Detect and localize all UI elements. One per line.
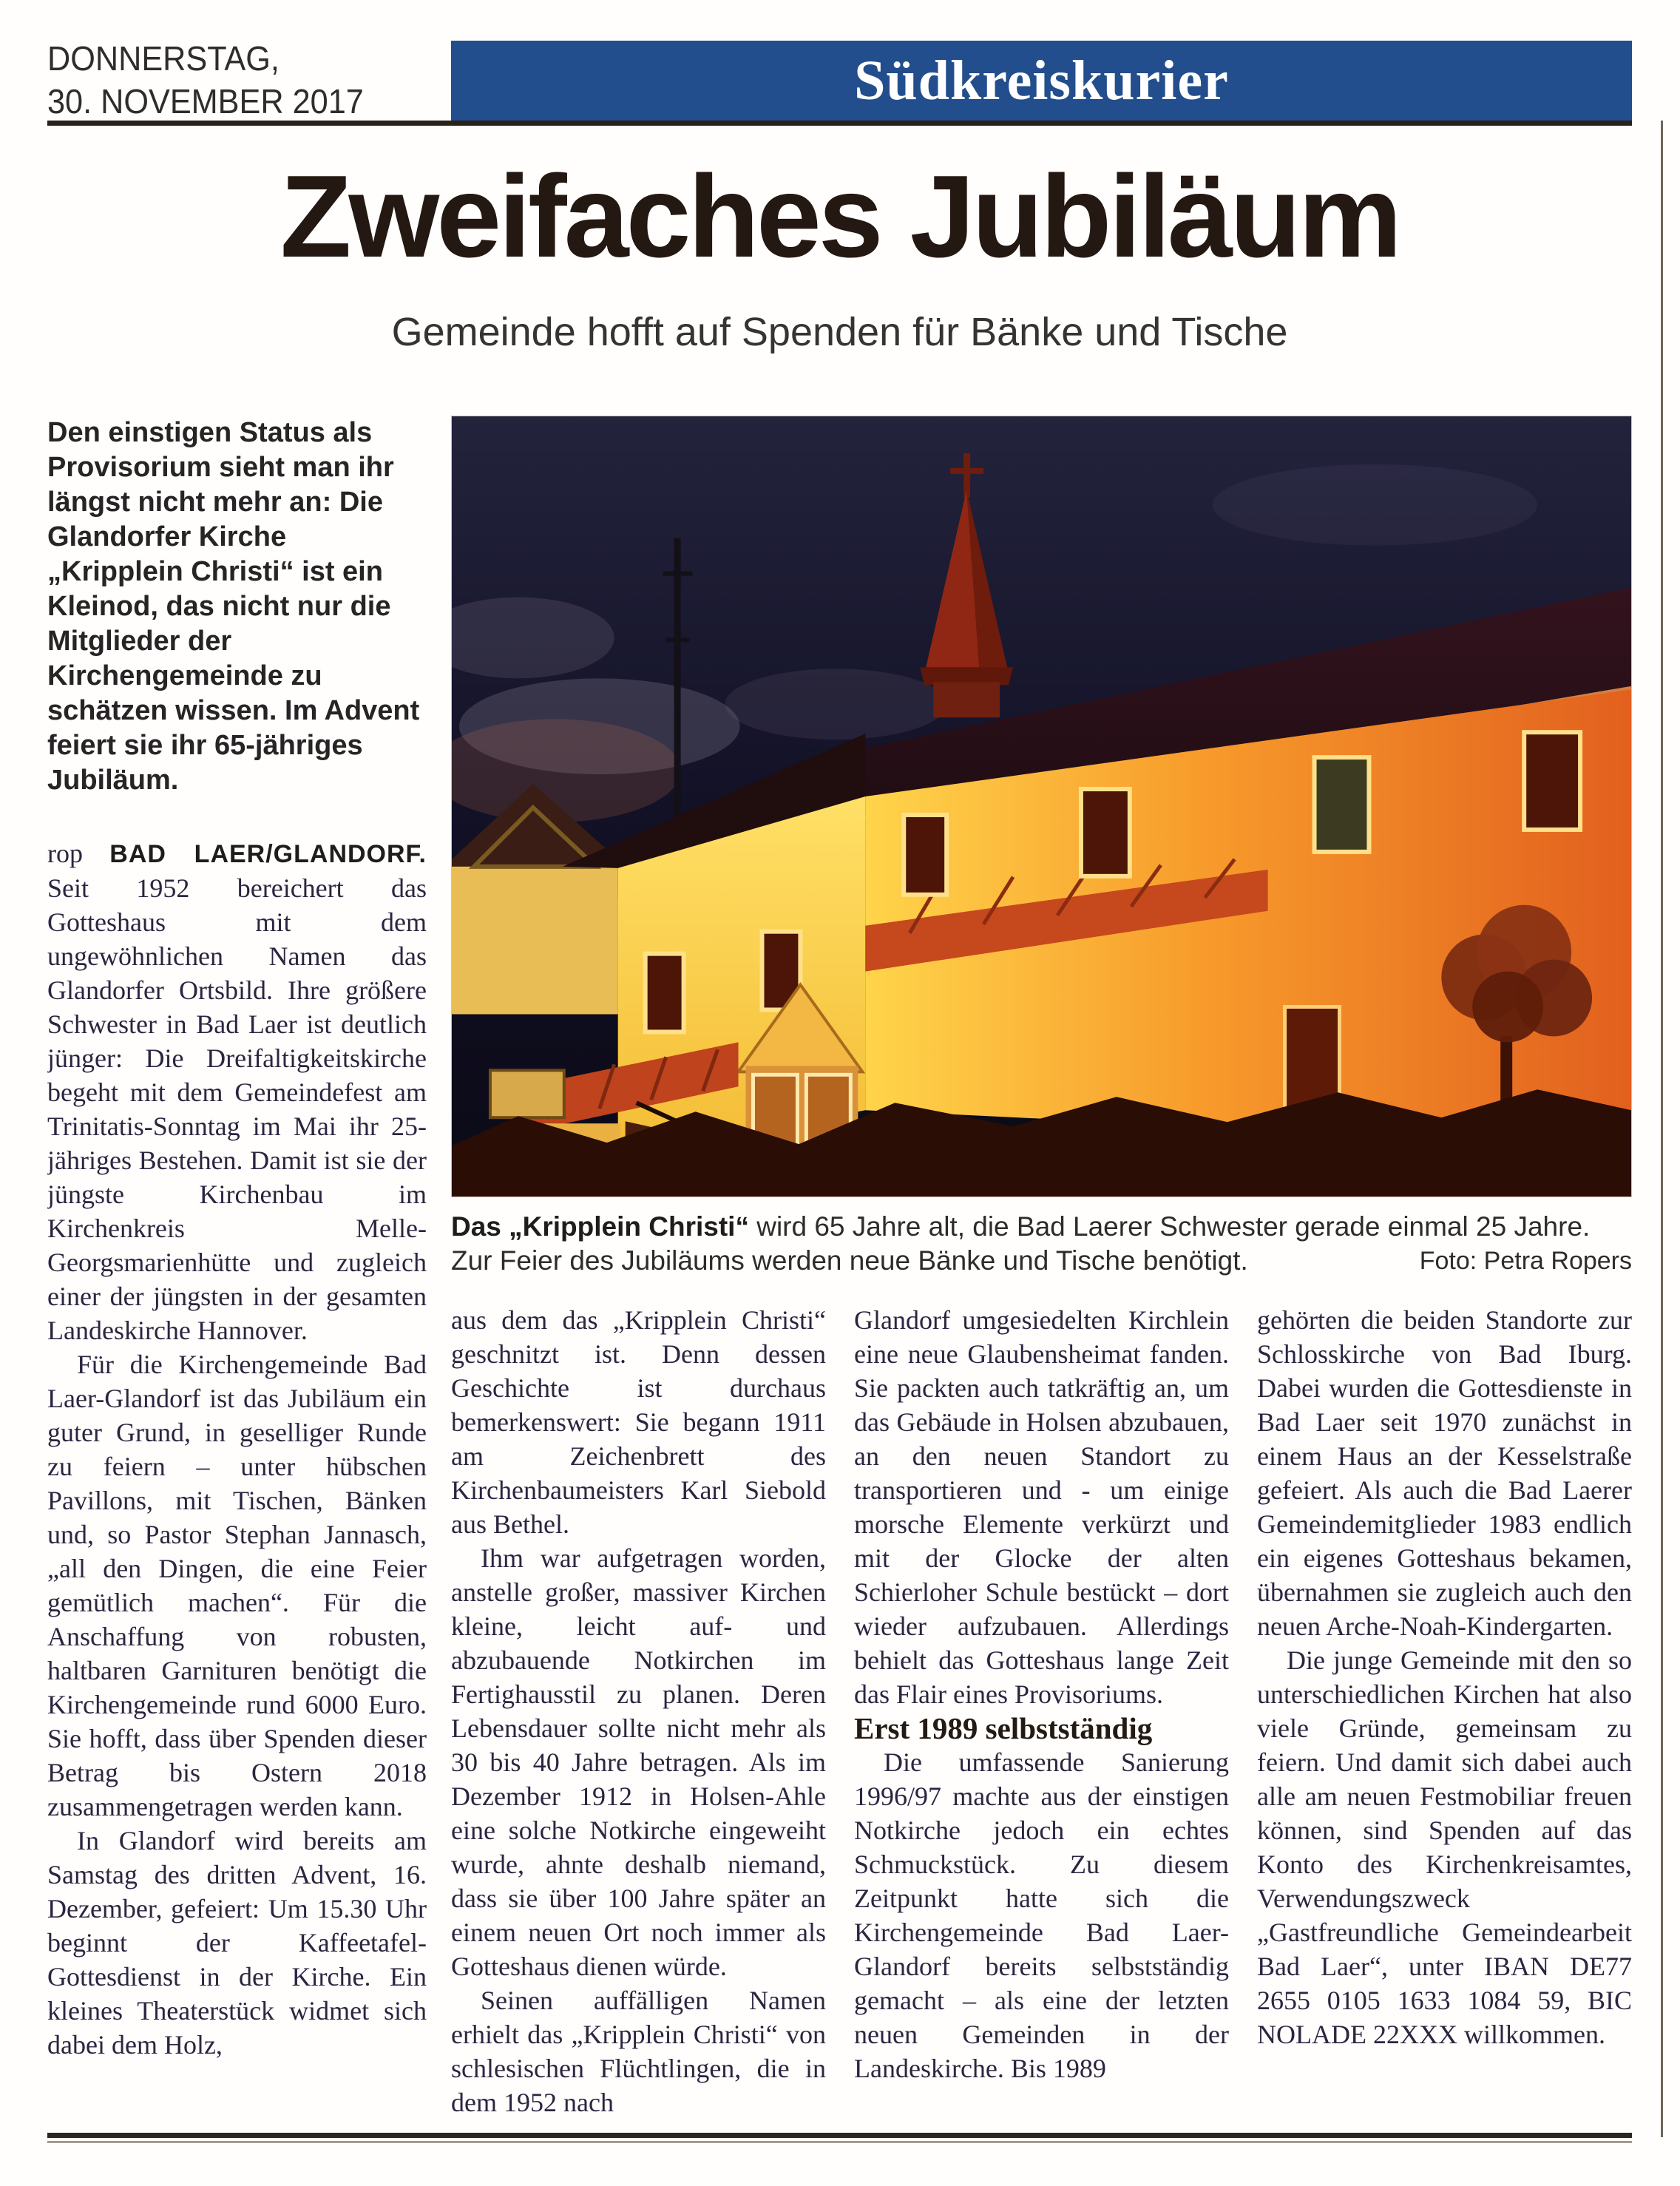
article-column-1 xyxy=(47,416,427,2128)
article-column-3 xyxy=(854,1303,1229,2119)
byline-location: BAD LAER/GLANDORF. xyxy=(109,840,427,868)
article-paragraph: aus dem das „Kripplein Christi“ geschnitzt ist. Denn dessen Geschichte ist durchaus bemerkenswert: Sie begann 1911 am Zeichenbrett des Kirchenbaumeisters Karl Siebold aus Bethel. xyxy=(451,1305,826,1539)
bottom-rule-shadow xyxy=(47,2141,1632,2143)
article-column-2 xyxy=(451,1303,826,2119)
caption-text: wird 65 Jahre alt, die Bad Laerer Schwester gerade einmal 25 Jahre. Zur Feier des Jubiläums werden neue Bänke und Tische benötigt. xyxy=(451,1211,1591,1276)
right-column-rule xyxy=(1661,121,1663,2137)
article-paragraph: Glandorf umgesiedelten Kirchlein eine neue Glaubensheimat fanden. Sie packten auch tatkräftig an, um das Gebäude in Holsen abzubauen, an den neuen Standort zu transportieren und - um einige morsche Elemente verkürzt und mit der Glocke der alten Schierloher Schule bestückt – dort wieder aufzubauen. Allerdings behielt das Gotteshaus lange Zeit das Flair eines Provisoriums. xyxy=(854,1305,1229,1709)
article-paragraph: Ihm war aufgetragen worden, anstelle großer, massiver Kirchen kleine, leicht auf- und abzubauende Notkirchen im Fertighausstil zu planen. Deren Lebensdauer sollte nicht mehr als 30 bis 40 Jahre betragen. Als im Dezember 1912 in Holsen-Ahle eine solche Notkirche eingeweiht wurde, ahnte deshalb niemand, dass sie über 100 Jahre später an einem neuen Ort noch immer als Gotteshaus dienen würde. xyxy=(451,1543,826,1981)
caption-lead-in: Das „Kripplein Christi“ xyxy=(451,1211,749,1242)
masthead-banner xyxy=(451,41,1632,121)
article-photo xyxy=(451,416,1632,1197)
article-paragraph: Die junge Gemeinde mit den so unterschiedlichen Kirchen hat also viele Gründe, gemeinsam zu feiern. Und damit sich dabei auch alle am neuen Festmobiliar freuen können, sind Spenden auf das Konto des Kirchenkreisamtes, Verwendungszweck „Gastfreundliche Gemeindearbeit Bad Laer“, unter IBAN DE77 2655 0105 1633 1084 59, BIC NOLADE 22XXX willkommen. xyxy=(1257,1645,1632,2049)
column-1-body xyxy=(47,836,427,2062)
issue-date xyxy=(47,37,423,123)
header-rule xyxy=(47,121,1632,126)
issue-date-line1: DONNERSTAG, xyxy=(47,39,280,78)
article-column-4 xyxy=(1257,1303,1632,2119)
lead-paragraph: Den einstigen Status als Provisorium sieht man ihr längst nicht mehr an: Die Glandorfer Kirche „Kripplein Christi“ ist ein Kleinod, das nicht nur die Mitglieder der Kirchengemeinde zu schätzen wissen. Im Advent feiert sie ihr 65-jähriges Jubiläum. xyxy=(47,417,420,796)
byline-prefix: rop xyxy=(47,839,83,868)
section-subhead: Erst 1989 selbstständig xyxy=(854,1711,1153,1745)
bottom-rule xyxy=(47,2133,1632,2138)
photo-credit: Foto: Petra Ropers xyxy=(1419,1247,1632,1275)
paragraph-text: Seit 1952 bereichert das Gotteshaus mit dem ungewöhnlichen Namen das Glandorfer Ortsbild. Ihre größere Schwester in Bad Laer ist deutlich jünger: Die Dreifaltigkeitskirche begeht mit dem Gemeindefest am Trinitatis-Sonntag im Mai ihr 25-jähriges Bestehen. Damit ist sie der jüngste Kirchenbau im Kirchenkreis Melle-Georgsmarienhütte und zugleich einer der jüngsten in der gesamten Landeskirche Hannover. xyxy=(47,873,427,1345)
article-headline: Zweifaches Jubiläum xyxy=(280,152,1400,282)
masthead-title: Südkreiskurier xyxy=(854,50,1229,112)
article-paragraph: gehörten die beiden Standorte zur Schlosskirche von Bad Iburg. Dabei wurden die Gottesdienste in Bad Laer seit 1970 zunächst in einem Haus an der Kesselstraße gefeiert. Als auch die Bad Laerer Gemeindemitglieder 1983 endlich ein eigenes Gotteshaus bekamen, übernahmen sie zugleich auch den neuen Arche-Noah-Kindergarten. xyxy=(1257,1305,1632,1641)
issue-date-line2: 30. NOVEMBER 2017 xyxy=(47,82,364,121)
photo-caption xyxy=(451,1210,1632,1278)
article-paragraph: Seinen auffälligen Namen erhielt das „Kripplein Christi“ von schlesischen Flüchtlingen, die in dem 1952 nach xyxy=(451,1986,826,2117)
article-paragraph: In Glandorf wird bereits am Samstag des dritten Advent, 16. Dezember, gefeiert: Um 15.30 Uhr beginnt der Kaffeetafel-Gottesdienst in der Kirche. Ein kleines Theaterstück widmet sich dabei dem Holz, xyxy=(47,1826,427,2060)
article-paragraph: Die umfassende Sanierung 1996/97 machte aus der einstigen Notkirche jedoch ein echtes Schmuckstück. Zu diesem Zeitpunkt hatte sich die Kirchengemeinde Bad Laer-Glandorf bereits selbstständig gemacht – als eine der letzten neuen Gemeinden in der Landeskirche. Bis 1989 xyxy=(854,1747,1229,2083)
article-paragraph xyxy=(47,836,427,1347)
article-subtitle: Gemeinde hofft auf Spenden für Bänke und Tische xyxy=(391,310,1288,354)
article-paragraph: Für die Kirchengemeinde Bad Laer-Glandorf ist das Jubiläum ein guter Grund, in geselliger Runde zu feiern – unter hübschen Pavillons, mit Tischen, Bänken und, so Pastor Stephan Jannasch, „all den Dingen, die eine Feier gemütlich machen“. Für die Anschaffung von robusten, haltbaren Garnituren benötigt die Kirchengemeinde rund 6000 Euro. Sie hofft, dass über Spenden dieser Betrag bis Ostern 2018 zusammengetragen werden kann. xyxy=(47,1350,427,1821)
church-photo-illustration xyxy=(452,416,1631,1197)
